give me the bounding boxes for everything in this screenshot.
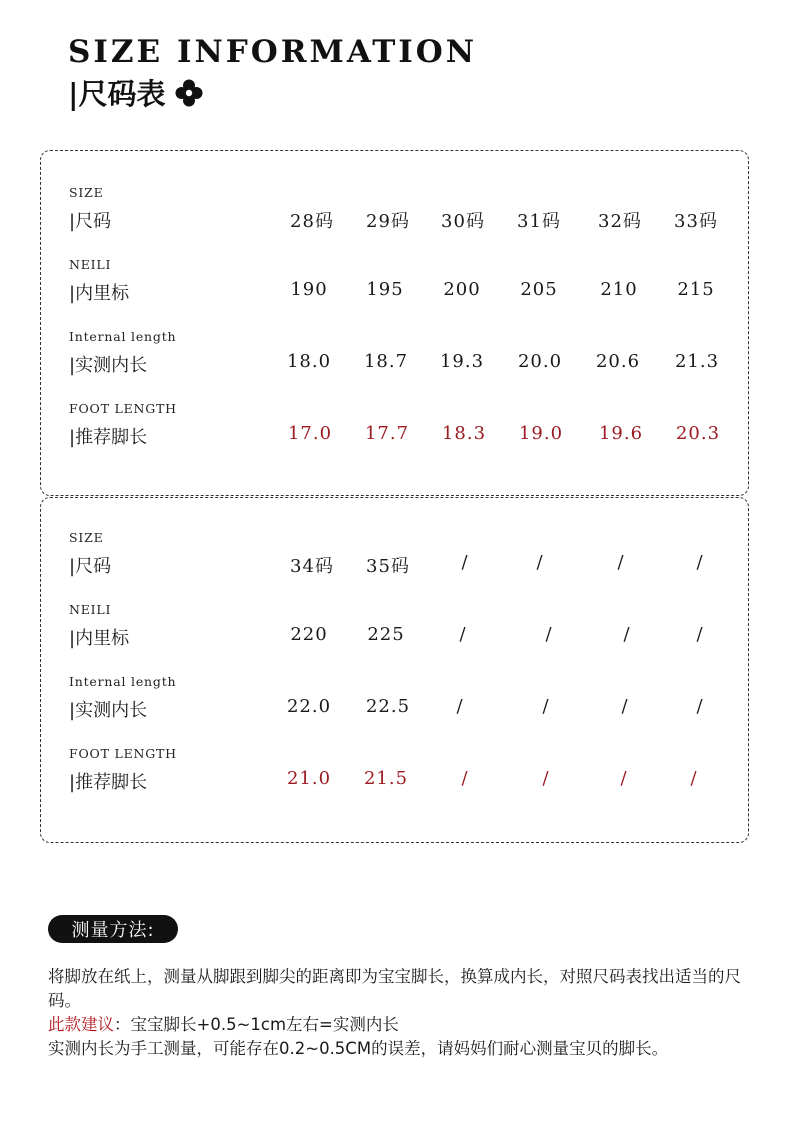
cell: 205 [520, 279, 558, 300]
internal-length-row [41, 674, 748, 746]
cell: 200 [443, 279, 481, 300]
foot-length-row [41, 401, 748, 473]
cell: 215 [677, 279, 715, 300]
row-label-en: SIZE [69, 530, 104, 545]
cell: 17.0 [287, 423, 333, 444]
cell: 190 [290, 279, 328, 300]
neili-row [41, 602, 748, 674]
cell: 19.3 [439, 351, 485, 372]
page-title-en: SIZE INFORMATION [68, 34, 478, 70]
cell: 30码 [441, 211, 485, 232]
cell: 195 [366, 279, 404, 300]
cell: 18.3 [441, 423, 487, 444]
row-label-en: FOOT LENGTH [69, 401, 177, 416]
size-row [41, 530, 748, 602]
cell: 21.5 [363, 768, 409, 789]
cell: / [456, 696, 464, 717]
cell: / [545, 624, 553, 645]
cell: 33码 [674, 211, 718, 232]
cell: 22.5 [365, 696, 411, 717]
cell: / [617, 552, 625, 573]
cell: 28码 [290, 211, 334, 232]
cell: / [459, 624, 467, 645]
cell: 21.3 [674, 351, 720, 372]
neili-row [41, 257, 748, 329]
suggestion-label: 此款建议 [48, 1015, 114, 1034]
row-label-en: Internal length [69, 329, 177, 344]
size-table-card-1 [40, 150, 749, 496]
cell: 20.6 [595, 351, 641, 372]
row-label-cn: |尺码 [69, 211, 112, 232]
cell: / [696, 552, 704, 573]
row-label-cn: |实测内长 [69, 700, 148, 721]
row-label-cn: |内里标 [69, 628, 130, 649]
measure-method-notes [48, 965, 770, 1061]
page-title-cn-text: |尺码表 [68, 77, 166, 111]
row-label-cn: |内里标 [69, 283, 130, 304]
row-label-en: FOOT LENGTH [69, 746, 177, 761]
suggestion-text: ：宝宝脚长+0.5~1cm左右=实测内长 [114, 1015, 399, 1034]
cell: 32码 [598, 211, 642, 232]
cell: 20.0 [517, 351, 563, 372]
cell: 34码 [290, 556, 334, 577]
row-label-cn: |实测内长 [69, 355, 148, 376]
cell: 20.3 [675, 423, 721, 444]
cell: 35码 [366, 556, 410, 577]
cell: / [536, 552, 544, 573]
cell: 18.0 [286, 351, 332, 372]
cell: / [542, 768, 550, 789]
internal-length-row [41, 329, 748, 401]
cell: / [461, 552, 469, 573]
cell: / [623, 624, 631, 645]
row-label-cn: |推荐脚长 [69, 772, 148, 793]
note-line-3: 实测内长为手工测量，可能存在0.2~0.5CM的误差，请妈妈们耐心测量宝贝的脚长。 [48, 1039, 669, 1058]
row-label-en: SIZE [69, 185, 104, 200]
cell: 220 [290, 624, 328, 645]
note-suggestion [48, 1013, 770, 1037]
cell: 19.6 [598, 423, 644, 444]
cell: 21.0 [286, 768, 332, 789]
size-row [41, 185, 748, 257]
row-label-cn: |尺码 [69, 556, 112, 577]
cell: / [696, 624, 704, 645]
flower-icon [174, 78, 204, 108]
cell: 210 [600, 279, 638, 300]
measure-method-badge: 测量方法: [48, 915, 178, 943]
cell: / [690, 768, 698, 789]
cell: 17.7 [364, 423, 410, 444]
cell: / [621, 696, 629, 717]
cell: / [461, 768, 469, 789]
cell: / [542, 696, 550, 717]
row-label-en: Internal length [69, 674, 177, 689]
cell: 225 [367, 624, 405, 645]
cell: 19.0 [518, 423, 564, 444]
page-title-cn [68, 72, 204, 113]
row-label-cn: |推荐脚长 [69, 427, 148, 448]
row-label-en: NEILI [69, 257, 112, 272]
cell: 31码 [517, 211, 561, 232]
row-label-en: NEILI [69, 602, 112, 617]
foot-length-row [41, 746, 748, 818]
cell: 22.0 [286, 696, 332, 717]
size-table-card-2 [40, 497, 749, 843]
note-line-1: 将脚放在纸上，测量从脚跟到脚尖的距离即为宝宝脚长，换算成内长，对照尺码表找出适当的尺码。 [48, 967, 741, 1010]
cell: / [696, 696, 704, 717]
cell: 18.7 [363, 351, 409, 372]
cell: 29码 [366, 211, 410, 232]
cell: / [620, 768, 628, 789]
